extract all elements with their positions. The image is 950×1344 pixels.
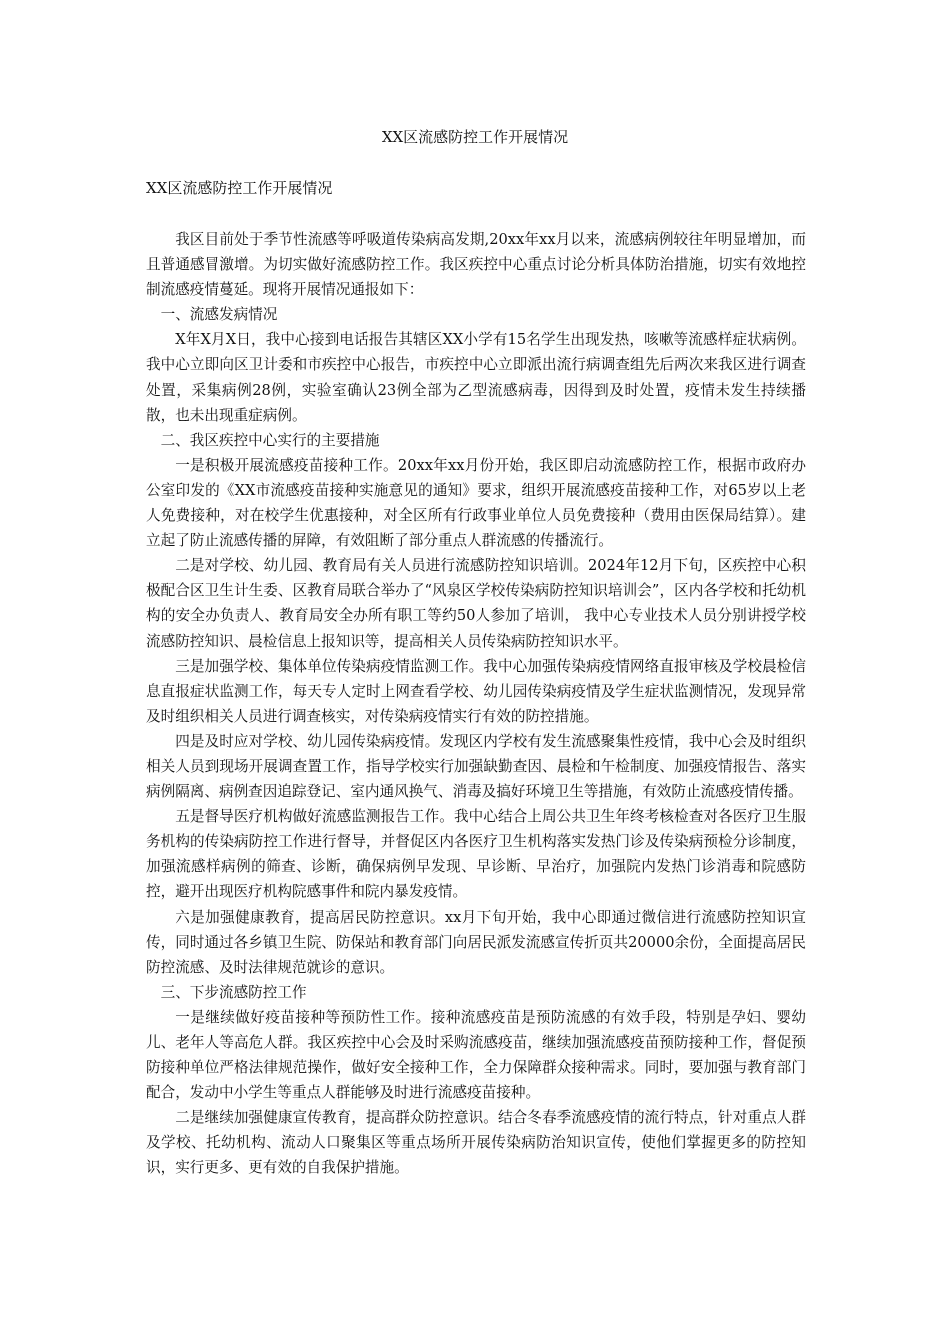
body-paragraph: X年X月X日，我中心接到电话报告其辖区XX小学有15名学生出现发热，咳嗽等流感样症状病例。我中心立即向区卫计委和市疾控中心报告，市疾控中心立即派出流行病调查组先后两次来我区进行调查处置，采集病例28例，实验室确认23例全部为乙型流感病毒，因得到及时处置，疫情未发生持续播散，也未出现重症病例。: [146, 331, 806, 424]
section-heading: 二、我区疾控中心实行的主要措施: [160, 431, 380, 449]
body-paragraph: 二是对学校、幼儿园、教育局有关人员进行流感防控知识培训。2024年12月下旬，区疾控中心积极配合区卫生计生委、区教育局联合举办了“风泉区学校传染病防控知识培训会”，区内各学校和托幼机构的安全办负责人、教育局安全办所有职工等约50人参加了培训， 我中心专业技术人员分别讲授学校流感防控知识、晨检信息上报知识等，提高相关人员传染病防控知识水平。: [146, 557, 806, 650]
body-paragraph: 五是督导医疗机构做好流感监测报告工作。我中心结合上周公共卫生年终考核检查对各医疗卫生服务机构的传染病防控工作进行督导，并督促区内各医疗卫生机构落实发热门诊及传染病预检分诊制度，加强流感样病例的筛查、诊断，确保病例早发现、早诊断、早治疗，加强院内发热门诊消毒和院感防控，避开出现医疗机构院感事件和院内暴发疫情。: [146, 808, 806, 901]
body-paragraph: 一是继续做好疫苗接种等预防性工作。接种流感疫苗是预防流感的有效手段，特别是孕妇、婴幼儿、老年人等高危人群。我区疾控中心会及时采购流感疫苗，继续加强流感疫苗预防接种工作，督促预防接种单位严格法律规范操作，做好安全接种工作，全力保障群众接种需求。同时，要加强与教育部门配合，发动中小学生等重点人群能够及时进行流感疫苗接种。: [146, 1008, 806, 1102]
body-paragraph: 二是继续加强健康宣传教育，提高群众防控意识。结合冬春季流感疫情的流行特点，针对重点人群及学校、托幼机构、流动人口聚集区等重点场所开展传染病防治知识宣传，使他们掌握更多的防控知识，实行更多、更有效的自我保护措施。: [146, 1109, 806, 1177]
section-heading: 三、下步流感防控工作: [160, 983, 307, 1001]
section-heading: 一、流感发病情况: [160, 306, 278, 324]
document-title: XX区流感防控工作开展情况: [381, 128, 569, 146]
body-paragraph: 四是及时应对学校、幼儿园传染病疫情。发现区内学校有发生流感聚集性疫情，我中心会及时组织相关人员到现场开展调查置工作，指导学校实行加强缺勤查因、晨检和午检制度、加强疫情报告、落实病例隔离、病例查因追踪登记、室内通风换气、消毒及搞好环境卫生等措施，有效防止流感疫情传播。: [146, 732, 806, 801]
body-paragraph: 我区目前处于季节性流感等呼吸道传染病高发期,20xx年xx月以来，流感病例较往年明显增加，而且普通感冒激增。为切实做好流感防控工作。我区疾控中心重点讨论分析具体防治措施，切实有效地控制流感疫情蔓延。现将开展情况通报如下：: [146, 231, 806, 299]
body-paragraph: 六是加强健康教育，提高居民防控意识。xx月下旬开始，我中心即通过微信进行流感防控知识宣传，同时通过各乡镇卫生院、防保站和教育部门向居民派发流感宣传折页共20000余份，全面提高居民防控流感、及时法律规范就诊的意识。: [146, 908, 806, 976]
body-paragraph: 三是加强学校、集体单位传染病疫情监测工作。我中心加强传染病疫情网络直报审核及学校晨检信息直报症状监测工作，每天专人定时上网查看学校、幼儿园传染病疫情及学生症状监测情况，发现异常及时组织相关人员进行调查核实，对传染病疫情实行有效的防控措施。: [146, 657, 806, 725]
document-subtitle: XX区流感防控工作开展情况: [146, 179, 333, 197]
body-paragraph: 一是积极开展流感疫苗接种工作。20xx年xx月份开始，我区即启动流感防控工作，根据市政府办公室印发的《XX市流感疫苗接种实施意见的通知》要求，组织开展流感疫苗接种工作，对65岁以上老人免费接种，对在校学生优惠接种，对全区所有行政事业单位人员免费接种（费用由医保局结算）。建立起了防止流感传播的屏障，有效阻断了部分重点人群流感的传播流行。: [146, 456, 806, 550]
document-body: [146, 227, 806, 1181]
